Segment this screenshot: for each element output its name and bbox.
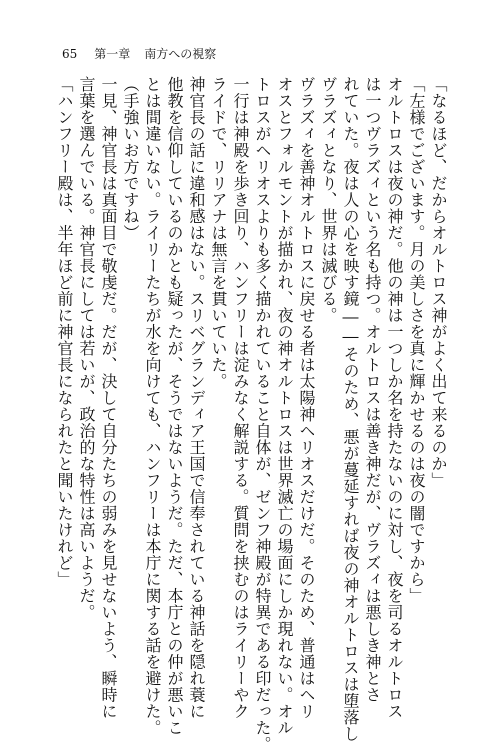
section-title: 南方への視察 — [144, 47, 217, 61]
text-column: トロスがヘリオスよりも多く描かれていること自体が、ゼンフ神殿が特異である印だった。 — [253, 76, 272, 753]
text-column: ヴラズィを善神オルトロスに戻せる者は太陽神ヘリオスだけだ。そのため、普通はヘリ — [297, 76, 316, 720]
text-column: （手強いお方ですね） — [121, 76, 140, 241]
page-number: 65 — [62, 47, 78, 61]
text-column: オスとフォルモントが描かれ、夜の神オルトロスは世界滅亡の場面にしか現れない。オル — [275, 76, 294, 736]
chapter-title: 第一章 — [94, 47, 131, 61]
text-column: れていた。夜は人の心を映す鏡――そのため、悪が蔓延すれば夜の神オルトロスは堕落し — [341, 76, 360, 742]
text-column: 「なるほど、だからオルトロス神がよく出て来るのか」 — [429, 76, 448, 489]
text-column: は一つヴラズィという名も持つ。オルトロスは善き神だが、ヴラズィは悪しき神とさ — [363, 76, 382, 703]
text-column: 「ハンフリー殿は、半年ほど前に神官長になられたと聞いたけれど」 — [55, 76, 74, 588]
text-column: オルトロスは夜の神だ。他の神は一つしか名を持たないのに対し、夜を司るオルトロス — [385, 76, 404, 720]
vertical-text-block — [54, 76, 448, 753]
text-column: ライドで、リリアナは無言を貫いていた。 — [209, 76, 228, 390]
page-header — [62, 44, 216, 64]
text-column: 一見、神官長は真面目で敬虔だ。だが、決して自分たちの弱みを見せないよう、瞬時に — [99, 76, 118, 720]
text-column: とは間違いない。ライリーたちが水を向けても、ハンフリーは本庁に関する話を避けた。 — [143, 76, 162, 736]
text-column: ヴラズィとなり、世界は滅びる。 — [319, 76, 338, 324]
text-column: 「左様でございます。月の美しさを真に輝かせるのは夜の闇ですから」 — [407, 76, 426, 604]
text-column: 言葉を選んでいる。神官長にしては若いが、政治的な特性は高いようだ。 — [77, 76, 96, 621]
text-column: 他教を信仰しているのかとも疑ったが、そうではないようだ。ただ、本庁との仲が悪いこ — [165, 76, 184, 736]
text-column: 一行は神殿を歩き回り、ハンフリーは淀みなく解説する。質問を挟むのはライリーやク — [231, 76, 250, 720]
text-column: 神官長の話に違和感はない。スリベグランディア王国で信奉されている神話を隠れ蓑に — [187, 76, 206, 720]
